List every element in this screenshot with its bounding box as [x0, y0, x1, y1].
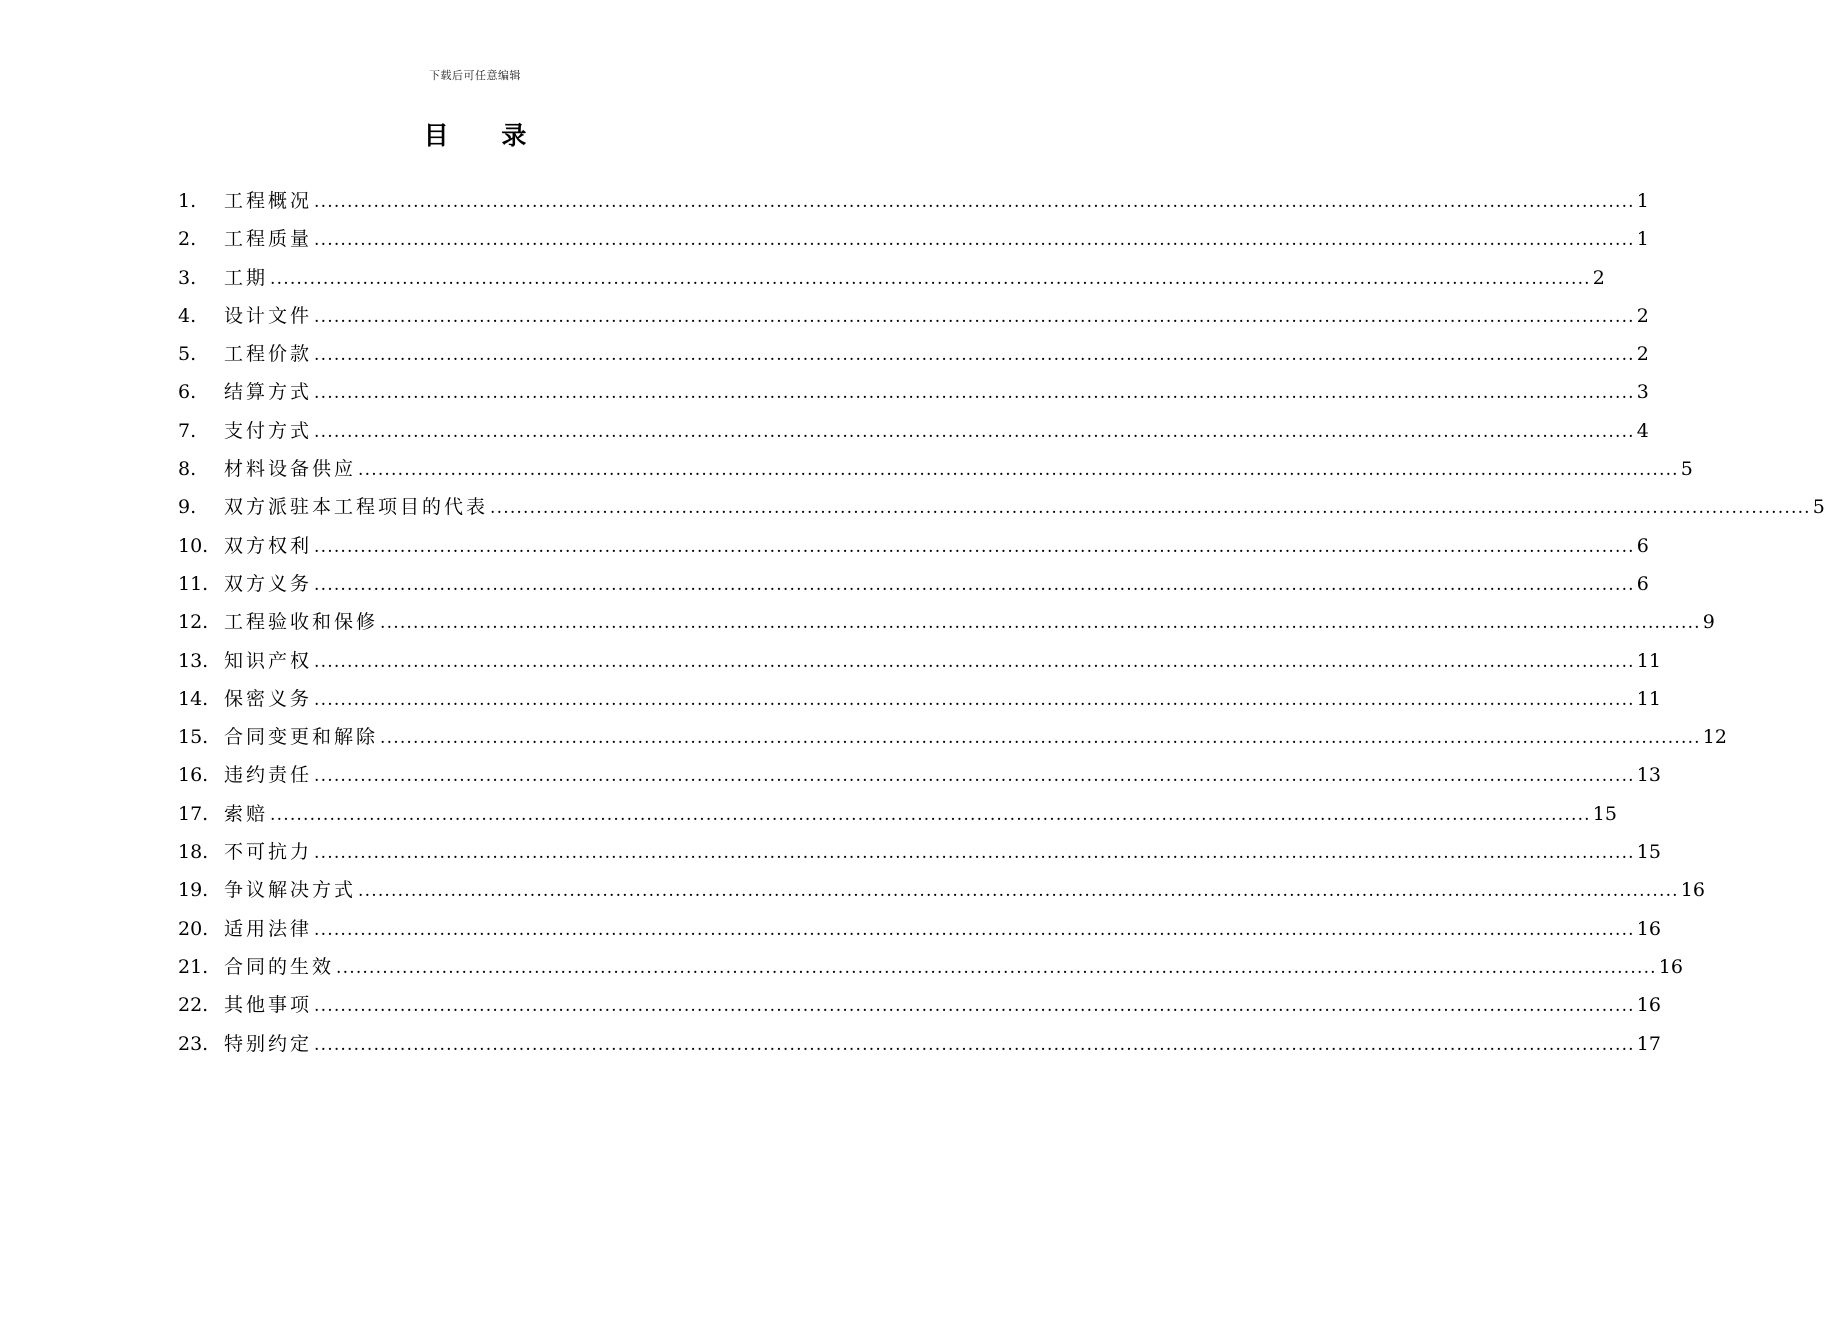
- toc-entry[interactable]: [178, 795, 1617, 833]
- toc-entry[interactable]: [178, 603, 1715, 641]
- toc-entry[interactable]: [178, 680, 1661, 718]
- toc-entry-number: 11.: [178, 572, 209, 595]
- toc-entry-page-number: 9: [1702, 611, 1715, 634]
- toc-dot-leader: ........................................................................................................................................................................................................: [314, 421, 1635, 442]
- toc-dot-leader: ........................................................................................................................................................................................................: [314, 996, 1635, 1017]
- toc-entry[interactable]: [178, 527, 1649, 565]
- toc-entry-page-number: 2: [1592, 266, 1605, 289]
- toc-entry-number: 19.: [178, 879, 209, 902]
- toc-dot-leader: ........................................................................................................................................................................................................: [314, 192, 1635, 212]
- toc-entry[interactable]: [178, 259, 1605, 297]
- toc-entry-page-number: 11: [1636, 649, 1661, 672]
- toc-entry-number: 9.: [178, 496, 197, 519]
- toc-entry-page-number: 17: [1636, 1032, 1661, 1055]
- toc-entry[interactable]: [178, 833, 1661, 871]
- toc-entry[interactable]: [178, 986, 1661, 1024]
- toc-entry-label: 双方派驻本工程项目的代表: [224, 496, 489, 519]
- toc-entry[interactable]: [178, 718, 1727, 756]
- toc-entry-label: 双方权利: [224, 534, 313, 557]
- toc-entry-page-number: 2: [1636, 304, 1649, 327]
- toc-entry-page-number: 5: [1680, 458, 1693, 481]
- page-header: 下载后可任意编辑: [429, 69, 521, 82]
- toc-entry-page-number: 6: [1636, 534, 1649, 557]
- toc-entry-page-number: 16: [1680, 879, 1705, 902]
- toc-entry-page-number: 12: [1702, 726, 1727, 749]
- toc-entry[interactable]: [178, 642, 1661, 680]
- toc-dot-leader: ........................................................................................................................................................................................................: [270, 804, 1591, 825]
- toc-entry-label: 材料设备供应: [224, 458, 357, 481]
- toc-entry-number: 13.: [178, 649, 209, 672]
- toc-dot-leader: ........................................................................................................................................................................................................: [270, 268, 1591, 289]
- toc-entry-label: 保密义务: [224, 687, 313, 710]
- toc-entry-page-number: 16: [1636, 917, 1661, 940]
- toc-entry-page-number: 4: [1636, 419, 1649, 442]
- toc-dot-leader: ........................................................................................................................................................................................................: [314, 651, 1635, 672]
- toc-entry-number: 5.: [178, 343, 197, 366]
- toc-dot-leader: ........................................................................................................................................................................................................: [314, 536, 1635, 557]
- toc-dot-leader: ........................................................................................................................................................................................................: [314, 306, 1635, 327]
- toc-entry-label: 不可抗力: [224, 841, 313, 864]
- toc-entry-number: 16.: [178, 764, 209, 787]
- toc-entry[interactable]: [178, 910, 1661, 948]
- toc-entry-page-number: 5: [1812, 496, 1825, 519]
- toc-dot-leader: ........................................................................................................................................................................................................: [314, 689, 1635, 710]
- toc-dot-leader: ........................................................................................................................................................................................................: [490, 498, 1811, 519]
- toc-entry-page-number: 2: [1636, 343, 1649, 366]
- toc-entry-label: 工程验收和保修: [224, 611, 379, 634]
- toc-entry-label: 争议解决方式: [224, 879, 357, 902]
- toc-entry-label: 工程质量: [224, 228, 313, 251]
- toc-entry-label: 工期: [224, 266, 269, 289]
- toc-entry-label: 违约责任: [224, 764, 313, 787]
- toc-dot-leader: ........................................................................................................................................................................................................: [358, 881, 1679, 902]
- toc-dot-leader: ........................................................................................................................................................................................................: [358, 460, 1679, 481]
- toc-entry-label: 合同变更和解除: [224, 726, 379, 749]
- toc-entry[interactable]: [178, 488, 1825, 526]
- toc-entry-page-number: 16: [1658, 955, 1683, 978]
- toc-entry-number: 6.: [178, 381, 197, 404]
- toc-entry-label: 工程价款: [224, 343, 313, 366]
- toc-dot-leader: ........................................................................................................................................................................................................: [314, 230, 1635, 251]
- table-of-contents: [178, 182, 1825, 1063]
- toc-entry-page-number: 1: [1636, 190, 1649, 212]
- toc-entry-page-number: 11: [1636, 687, 1661, 710]
- toc-entry-page-number: 13: [1636, 764, 1661, 787]
- toc-entry-label: 知识产权: [224, 649, 313, 672]
- toc-entry-number: 7.: [178, 419, 197, 442]
- toc-entry-page-number: 3: [1636, 381, 1649, 404]
- toc-entry[interactable]: [178, 412, 1649, 450]
- toc-entry-number: 22.: [178, 994, 209, 1017]
- toc-entry-label: 索赔: [224, 802, 269, 825]
- toc-entry-number: 10.: [178, 534, 209, 557]
- toc-entry[interactable]: [178, 335, 1649, 373]
- toc-entry[interactable]: [178, 871, 1705, 909]
- toc-entry-label: 结算方式: [224, 381, 313, 404]
- toc-entry-number: 17.: [178, 802, 209, 825]
- toc-entry-label: 适用法律: [224, 917, 313, 940]
- toc-entry-page-number: 1: [1636, 228, 1649, 251]
- toc-dot-leader: ........................................................................................................................................................................................................: [314, 383, 1635, 404]
- toc-dot-leader: ........................................................................................................................................................................................................: [314, 574, 1635, 595]
- toc-dot-leader: ........................................................................................................................................................................................................: [314, 766, 1635, 787]
- toc-entry-label: 设计文件: [224, 304, 313, 327]
- toc-entry[interactable]: [178, 297, 1649, 335]
- toc-entry[interactable]: [178, 220, 1649, 258]
- toc-entry-number: 15.: [178, 726, 209, 749]
- toc-entry[interactable]: [178, 182, 1649, 220]
- toc-entry-number: 20.: [178, 917, 209, 940]
- toc-entry-label: 其他事项: [224, 994, 313, 1017]
- toc-entry-number: 2.: [178, 228, 197, 251]
- toc-entry-number: 23.: [178, 1032, 209, 1055]
- toc-entry-label: 合同的生效: [224, 955, 335, 978]
- toc-entry-page-number: 16: [1636, 994, 1661, 1017]
- toc-dot-leader: ........................................................................................................................................................................................................: [314, 843, 1635, 864]
- toc-entry[interactable]: [178, 450, 1693, 488]
- toc-dot-leader: ........................................................................................................................................................................................................: [314, 919, 1635, 940]
- toc-dot-leader: ........................................................................................................................................................................................................: [314, 1034, 1635, 1055]
- toc-entry-page-number: 6: [1636, 572, 1649, 595]
- toc-entry-label: 特别约定: [224, 1032, 313, 1055]
- toc-entry-number: 14.: [178, 687, 209, 710]
- toc-dot-leader: ........................................................................................................................................................................................................: [314, 345, 1635, 366]
- toc-entry-number: 4.: [178, 304, 197, 327]
- toc-entry-page-number: 15: [1636, 841, 1661, 864]
- toc-entry[interactable]: [178, 565, 1649, 603]
- toc-entry-number: 21.: [178, 955, 209, 978]
- toc-entry-number: 3.: [178, 266, 197, 289]
- toc-dot-leader: ........................................................................................................................................................................................................: [380, 613, 1701, 634]
- toc-dot-leader: ........................................................................................................................................................................................................: [380, 728, 1701, 749]
- toc-entry-page-number: 15: [1592, 802, 1617, 825]
- toc-entry[interactable]: [178, 373, 1649, 411]
- toc-entry[interactable]: [178, 948, 1683, 986]
- toc-entry-number: 1.: [178, 190, 197, 212]
- toc-entry-label: 工程概况: [224, 190, 313, 212]
- toc-entry-label: 双方义务: [224, 572, 313, 595]
- toc-entry[interactable]: [178, 1025, 1661, 1063]
- toc-entry-number: 8.: [178, 458, 197, 481]
- toc-dot-leader: ........................................................................................................................................................................................................: [336, 957, 1657, 978]
- toc-entry-number: 12.: [178, 611, 209, 634]
- page-title: 目 录: [423, 121, 549, 150]
- toc-entry[interactable]: [178, 756, 1661, 794]
- toc-entry-number: 18.: [178, 841, 209, 864]
- toc-entry-label: 支付方式: [224, 419, 313, 442]
